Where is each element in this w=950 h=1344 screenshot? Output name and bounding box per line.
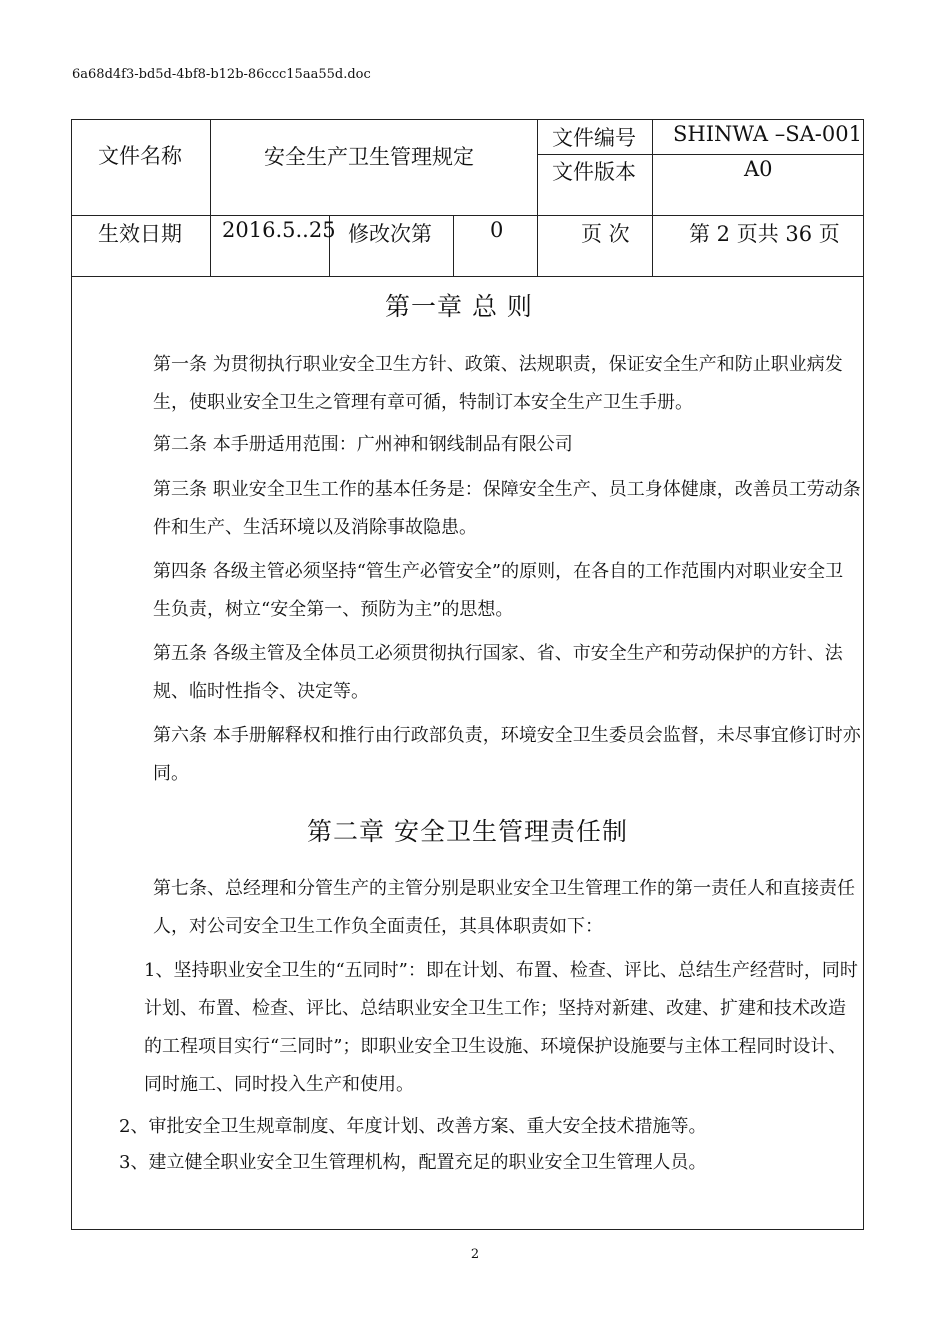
doc-name-label: 文件名称 — [98, 144, 182, 168]
article-7: 第七条、总经理和分管生产的主管分别是职业安全卫生管理工作的第一责任人和直接责任人，对公司安全卫生工作负全面责任，其具体职责如下： — [153, 878, 855, 937]
article-5: 第五条 各级主管及全体员工必须贯彻执行国家、省、市安全生产和劳动保护的方针、法规、临时性指令、决定等。 — [153, 643, 843, 702]
chapter-2-title: 第二章 安全卫生管理责任制 — [307, 817, 628, 846]
doc-no-label: 文件编号 — [552, 126, 636, 150]
document-filename: 6a68d4f3-bd5d-4bf8-b12b-86ccc15aa55d.doc — [72, 67, 371, 82]
article-6: 第六条 本手册解释权和推行由行政部负责，环境安全卫生委员会监督，未尽事宜修订时亦同。 — [153, 725, 861, 784]
document-frame — [71, 119, 864, 1230]
article-1: 第一条 为贯彻执行职业安全卫生方针、政策、法规职责，保证安全生产和防止职业病发生，使职业安全卫生之管理有章可循，特制订本安全生产卫生手册。 — [153, 354, 843, 413]
effective-date-value: 2016.5..25 — [222, 218, 336, 242]
version-value: A0 — [744, 157, 773, 181]
revision-value: 0 — [490, 218, 504, 242]
article-4: 第四条 各级主管必须坚持“管生产必管安全”的原则，在各自的工作范围内对职业安全卫生负责，树立“安全第一、预防为主”的思想。 — [153, 561, 844, 620]
document-body — [72, 120, 863, 1229]
page-label: 页 次 — [581, 222, 630, 246]
doc-name-value: 安全生产卫生管理规定 — [264, 145, 474, 169]
article-3: 第三条 职业安全卫生工作的基本任务是：保障安全生产、员工身体健康，改善员工劳动条件和生产、生活环境以及消除事故隐患。 — [153, 479, 861, 538]
responsibility-item-2: 2、审批安全卫生规章制度、年度计划、改善方案、重大安全技术措施等。 — [119, 1116, 707, 1137]
article-2: 第二条 本手册适用范围：广州神和钢线制品有限公司 — [153, 434, 573, 455]
effective-date-label: 生效日期 — [98, 222, 182, 246]
doc-no-value: SHINWA –SA-001 — [673, 122, 862, 146]
chapter-1-title: 第一章 总 则 — [385, 292, 533, 321]
page-value: 第 2 页共 36 页 — [689, 222, 840, 246]
version-label: 文件版本 — [552, 160, 636, 184]
responsibility-item-3: 3、建立健全职业安全卫生管理机构，配置充足的职业安全卫生管理人员。 — [119, 1152, 707, 1173]
page-number: 2 — [470, 1247, 480, 1262]
responsibility-item-1: 1、坚持职业安全卫生的“五同时”：即在计划、布置、检查、评比、总结生产经营时，同时计划、布置、检查、评比、总结职业安全卫生工作；坚持对新建、改建、扩建和技术改造的工程项目实行“三同时”；即职业安全卫生设施、环境保护设施要与主体工程同时设计、同时施工、同时投入生产和使用。 — [144, 960, 858, 1095]
revision-label: 修改次第 — [348, 222, 432, 246]
